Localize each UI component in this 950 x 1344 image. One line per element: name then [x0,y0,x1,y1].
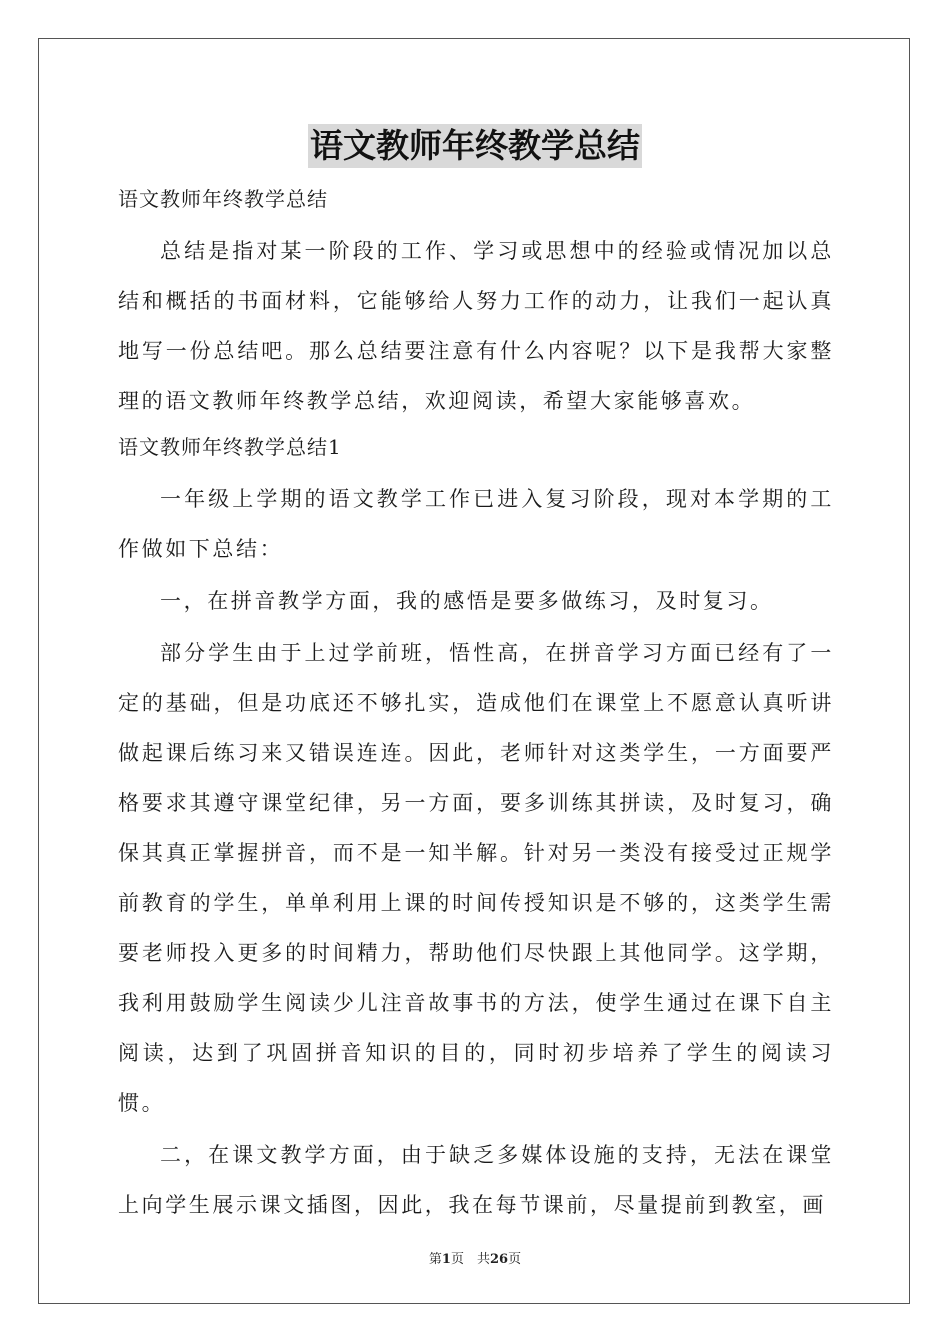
footer-current-page: 1 [441,1252,451,1267]
paragraph-3: 部分学生由于上过学前班，悟性高，在拼音学习方面已经有了一定的基础，但是功底还不够扎实，造成他们在课堂上不愿意认真听讲做起课后练习来又错误连连。因此，老师针对这类学生，一方面要严格要求其遵守课堂纪律，另一方面，要多训练其拼读，及时复习，确保其真正掌握拼音，而不是一知半解。针对另一类没有接受过正规学前教育的学生，单单利用上课的时间传授知识是不够的，这类学生需要老师投入更多的时间精力，帮助他们尽快跟上其他同学。这学期，我利用鼓励学生阅读少儿注音故事书的方法，使学生通过在课下自主阅读，达到了巩固拼音知识的目的，同时初步培养了学生的阅读习惯。 [118,641,834,1115]
title-container [0,124,950,168]
paragraph-2: 一，在拼音教学方面，我的感悟是要多做练习，及时复习。 [160,589,774,613]
document-body [118,180,834,1230]
paragraph-4: 二，在课文教学方面，由于缺乏多媒体设施的支持，无法在课堂上向学生展示课文插图，因此，我在每节课前，尽量提前到教室，画 [118,1143,834,1217]
page-footer [0,1248,950,1267]
footer-total-pages: 26 [489,1252,509,1267]
footer-suffix: 页 [508,1252,522,1267]
section-heading: 语文教师年终教学总结1 [118,435,342,459]
paragraph-1: 一年级上学期的语文教学工作已进入复习阶段，现对本学期的工作做如下总结： [118,487,834,561]
document-subtitle: 语文教师年终教学总结 [118,187,328,211]
intro-paragraph: 总结是指对某一阶段的工作、学习或思想中的经验或情况加以总结和概括的书面材料，它能够给人努力工作的动力，让我们一起认真地写一份总结吧。那么总结要注意有什么内容呢？以下是我帮大家整理的语文教师年终教学总结，欢迎阅读，希望大家能够喜欢。 [118,239,834,413]
document-title: 语文教师年终教学总结 [308,124,642,168]
footer-mid: 页 共 [450,1252,490,1267]
footer-prefix: 第 [428,1252,442,1267]
